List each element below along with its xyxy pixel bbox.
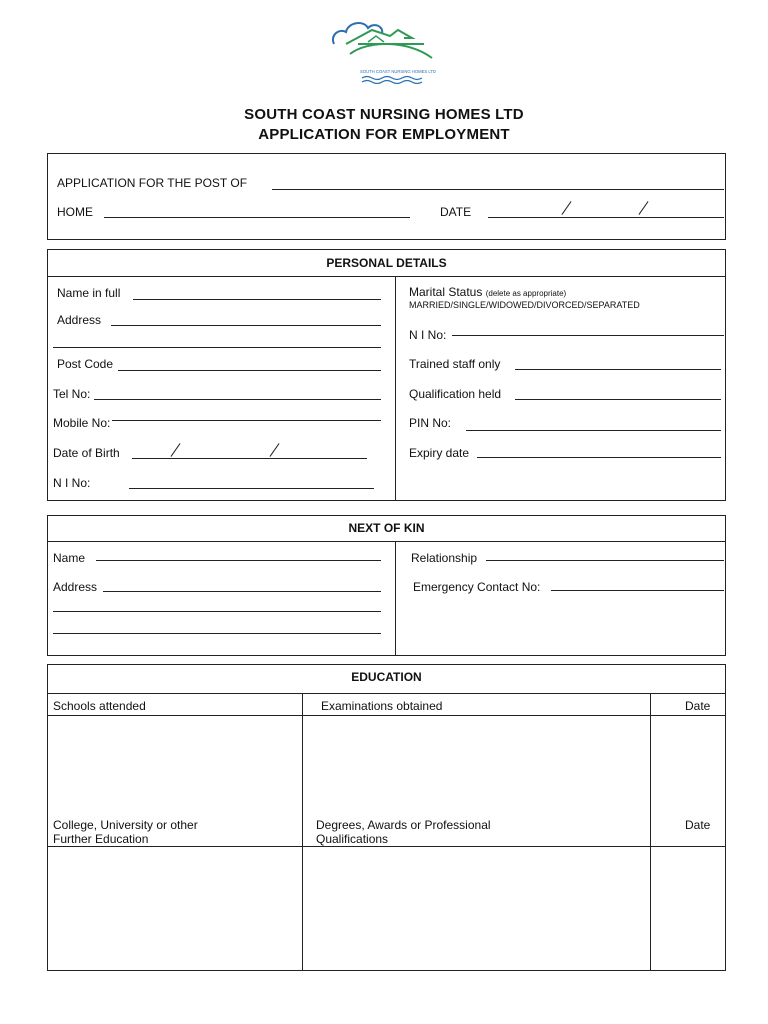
pin-field[interactable] xyxy=(466,430,721,431)
section-divider xyxy=(47,541,726,542)
application-section xyxy=(47,153,726,240)
college-cell[interactable] xyxy=(48,847,301,970)
postcode-label: Post Code xyxy=(57,357,114,371)
personal-details-section xyxy=(47,249,726,501)
marital-status-text: Marital Status xyxy=(409,285,483,299)
education-heading: EDUCATION xyxy=(351,670,422,684)
kin-name-field[interactable] xyxy=(96,560,381,561)
date-field[interactable] xyxy=(488,217,724,218)
logo-text: SOUTH COAST NURSING HOMES LTD xyxy=(360,69,436,74)
mobile-field[interactable] xyxy=(112,420,381,421)
column-divider xyxy=(395,276,396,501)
exams-cell[interactable] xyxy=(303,716,649,816)
kin-address-field[interactable] xyxy=(103,591,381,592)
tel-label: Tel No: xyxy=(53,387,91,401)
college-header-line1: College, University or other xyxy=(53,818,198,832)
postcode-field[interactable] xyxy=(118,370,381,371)
relationship-field[interactable] xyxy=(486,560,724,561)
form-title: APPLICATION FOR EMPLOYMENT xyxy=(258,126,510,143)
college-header xyxy=(53,818,198,846)
address-field[interactable] xyxy=(111,325,381,326)
college-header-line2: Further Education xyxy=(53,832,149,846)
section-divider xyxy=(47,693,726,694)
qualification-label: Qualification held xyxy=(409,387,502,401)
pin-label: PIN No: xyxy=(409,416,452,430)
home-field[interactable] xyxy=(104,217,410,218)
expiry-field[interactable] xyxy=(477,457,721,458)
next-of-kin-section xyxy=(47,515,726,656)
qualification-field[interactable] xyxy=(515,399,721,400)
kin-heading: NEXT OF KIN xyxy=(348,521,425,535)
marital-label xyxy=(409,285,566,299)
date-cell-2[interactable] xyxy=(651,847,725,970)
emergency-label: Emergency Contact No: xyxy=(413,580,541,594)
ni-field[interactable] xyxy=(129,488,374,489)
ni-right-label: N I No: xyxy=(409,328,447,342)
schools-header: Schools attended xyxy=(53,699,146,713)
section-divider xyxy=(47,276,726,277)
kin-name-label: Name xyxy=(53,551,86,565)
trained-field[interactable] xyxy=(515,369,721,370)
home-label: HOME xyxy=(57,205,93,219)
dob-field[interactable] xyxy=(132,458,367,459)
ni-right-field[interactable] xyxy=(452,335,724,336)
exams-header: Examinations obtained xyxy=(321,699,443,713)
kin-address-field-2[interactable] xyxy=(53,611,381,612)
relationship-label: Relationship xyxy=(411,551,478,565)
ni-label: N I No: xyxy=(53,476,91,490)
name-field[interactable] xyxy=(133,299,381,300)
date-header: Date xyxy=(685,699,711,713)
company-title: SOUTH COAST NURSING HOMES LTD xyxy=(244,106,524,123)
name-label: Name in full xyxy=(57,286,121,300)
post-field[interactable] xyxy=(272,189,724,190)
company-logo xyxy=(328,14,440,84)
mobile-label: Mobile No: xyxy=(53,416,111,430)
degrees-header-line2: Qualifications xyxy=(316,832,389,846)
address-field-2[interactable] xyxy=(53,347,381,348)
emergency-field[interactable] xyxy=(551,590,724,591)
expiry-label: Expiry date xyxy=(409,446,470,460)
date-label: DATE xyxy=(440,205,472,219)
degrees-header-line1: Degrees, Awards or Professional xyxy=(316,818,491,832)
trained-label: Trained staff only xyxy=(409,357,501,371)
tel-field[interactable] xyxy=(94,399,381,400)
marital-options[interactable]: MARRIED/SINGLE/WIDOWED/DIVORCED/SEPARATED xyxy=(409,300,640,310)
date-header-2: Date xyxy=(685,818,711,832)
kin-address-field-3[interactable] xyxy=(53,633,381,634)
dob-label: Date of Birth xyxy=(53,446,120,460)
column-divider xyxy=(395,541,396,656)
schools-cell[interactable] xyxy=(48,716,301,816)
marital-hint: (delete as appropriate) xyxy=(485,289,567,298)
degrees-header xyxy=(316,818,491,846)
degrees-cell[interactable] xyxy=(303,847,649,970)
personal-heading: PERSONAL DETAILS xyxy=(326,256,447,270)
kin-address-label: Address xyxy=(53,580,98,594)
address-label: Address xyxy=(57,313,102,327)
date-cell[interactable] xyxy=(651,716,725,816)
post-label: APPLICATION FOR THE POST OF xyxy=(57,176,248,190)
